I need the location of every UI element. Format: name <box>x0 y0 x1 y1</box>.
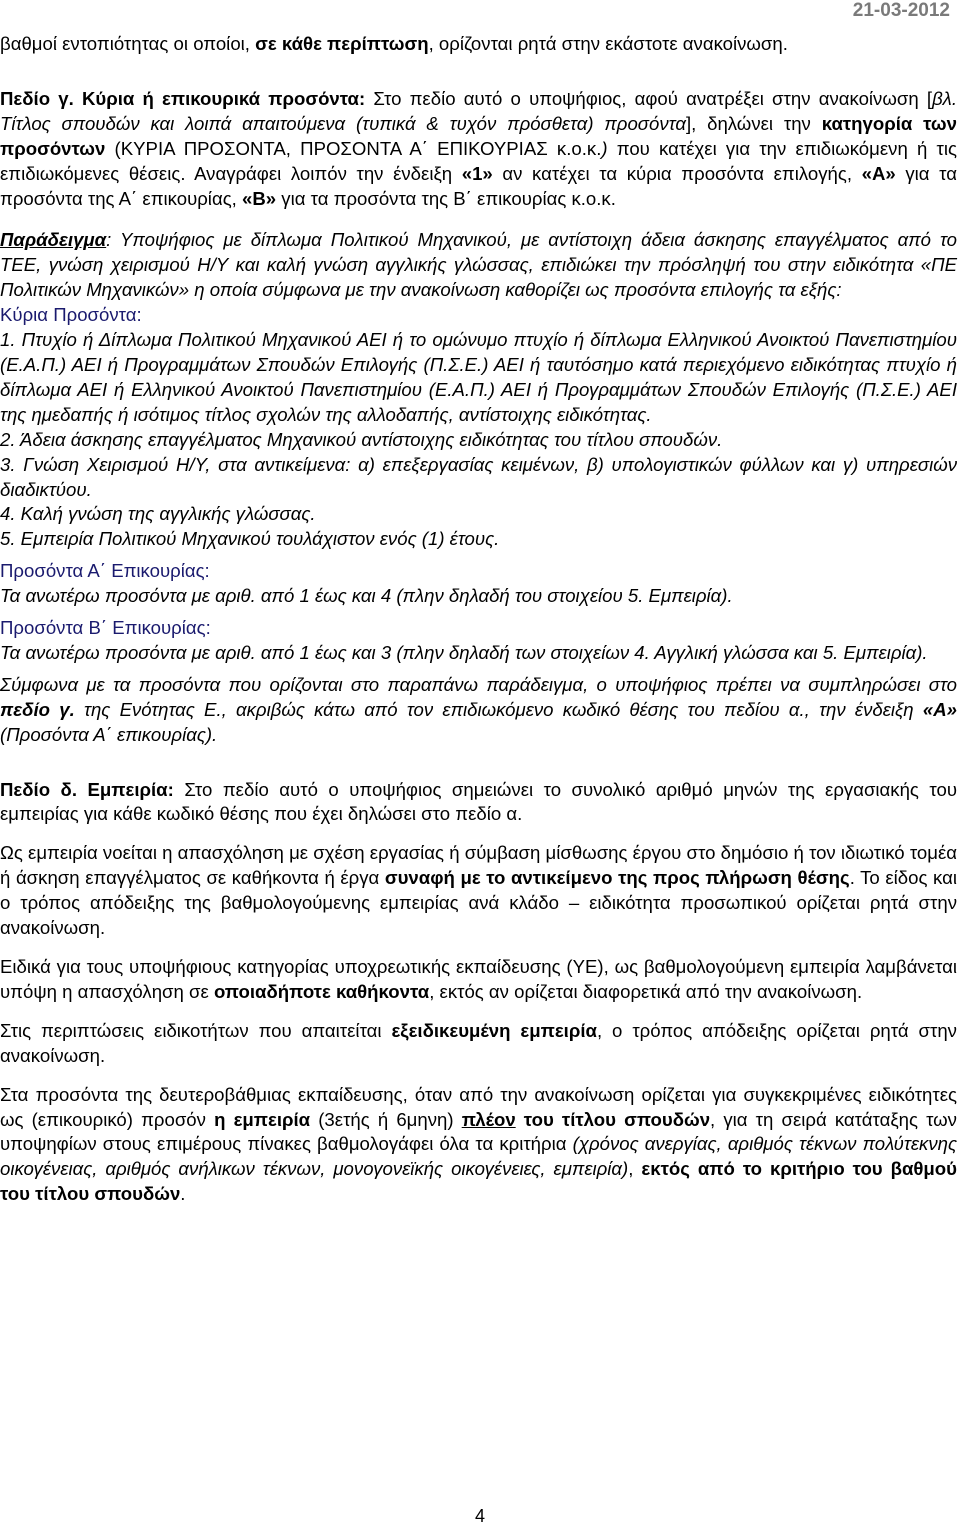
example-paragraph: Παράδειγμα: Υποψήφιος με δίπλωμα Πολιτικού Μηχανικού, με αντίστοιχη άδεια άσκησης επαγγέλματος από το ΤΕΕ, γνώση χειρισμού Η/Υ και καλή γνώση αγγλικής γλώσσας, επιδιώκει την πρόσληψή του στην ειδικότητα «ΠΕ Πολιτικών Μηχανικών» η οποία σύμφωνα με την ανακοίνωση καθορίζει ως προσόντα επιλογής τα εξής: <box>0 229 957 301</box>
field-d-paragraph: Πεδίο δ. Εμπειρία: Στο πεδίο αυτό ο υποψήφιος σημειώνει το συνολικό αριθμό μηνών της εργασιακής του εμπειρίας για κάθε κωδικό θέσης που έχει δηλώσει στο πεδίο α. <box>0 778 957 825</box>
secondary-education-paragraph: Στα προσόντα της δευτεροβάθμιας εκπαίδευσης, όταν από την ανακοίνωση ορίζεται για συγκεκριμένες ειδικότητες ως (επικουρικό) προσόν η εμπειρία (3ετής ή 6μηνη) πλέον του τίτλου σπουδών, για τη σειρά κατάταξης των υποψηφίων στους επιμέρους πίνακες βαθμολογάφει όλα τα κριτήρια (χρόνος ανεργίας, αριθμός τέκνων πολύτεκνης οικογένειας, αριθμός ανήλικων τέκνων, μονογονεϊκής οικογένειες, εμπειρία), εκτός από το κριτήριο του βαθμού του τίτλου σπουδών. <box>0 1083 957 1205</box>
b-auxiliary-heading: Προσόντα Β΄ Επικουρίας: <box>0 617 211 639</box>
intro-paragraph: βαθμοί εντοπιότητας οι οποίοι, σε κάθε περίπτωση, ορίζονται ρητά στην εκάστοτε ανακοίνωση. <box>0 33 788 54</box>
main-qualifications-heading: Κύρια Προσόντα: <box>0 304 142 326</box>
a-auxiliary-heading: Προσόντα Α΄ Επικουρίας: <box>0 560 210 582</box>
qualification-item: 2. Άδεια άσκησης επαγγέλματος Μηχανικού αντίστοιχης ειδικότητας του τίτλου σπουδών. <box>0 428 723 450</box>
b-auxiliary-text: Τα ανωτέρω προσόντα με αριθ. από 1 έως και 3 (πλην δηλαδή των στοιχείων 4. Αγγλική γλώσσα και 5. Εμπειρία). <box>0 641 928 663</box>
ye-experience-paragraph: Ειδικά για τους υποψήφιους κατηγορίας υποχρεωτικής εκπαίδευσης (ΥΕ), ως βαθμολογούμενη εμπειρία λαμβάνεται υπόψη η απασχόληση σε οποιαδήποτε καθήκοντα, εκτός αν ορίζεται διαφορετικά από την ανακοίνωση. <box>0 956 957 1002</box>
page-number: 4 <box>474 1506 485 1526</box>
document-date: 21-03-2012 <box>852 0 950 21</box>
qualification-item: 4. Καλή γνώση της αγγλικής γλώσσας. <box>0 503 316 525</box>
qualification-item: 5. Εμπειρία Πολιτικού Μηχανικού τουλάχιστον ενός (1) έτους. <box>0 528 500 550</box>
document-body <box>0 32 957 1207</box>
qualification-item: 3. Γνώση Χειρισμού Η/Υ, στα αντικείμενα: α) επεξεργασίας κειμένων, β) υπολογιστικών φύλλων και γ) υπηρεσιών διαδικτύου. <box>0 453 957 500</box>
experience-definition-paragraph: Ως εμπειρία νοείται η απασχόληση με σχέση εργασίας ή σύμβαση μίσθωσης έργου στο δημόσιο ή τον ιδιωτικό τομέα ή άσκηση επαγγέλματος σε καθήκοντα ή έργα συναφή με το αντικείμενο της προς πλήρωση θέσης. Το είδος και ο τρόπος απόδειξης της βαθμολογούμενης εμπειρίας ανά κλάδο – ειδικότητα προσωπικού ορίζεται ρητά στην ανακοίνωση. <box>0 842 957 939</box>
specialized-experience-paragraph: Στις περιπτώσεις ειδικοτήτων που απαιτείται εξειδικευμένη εμπειρία, ο τρόπος απόδειξης ορίζεται ρητά στην ανακοίνωση. <box>0 1019 957 1066</box>
example-label: Παράδειγμα <box>0 229 107 251</box>
field-g-paragraph: Πεδίο γ. Κύρια ή επικουρικά προσόντα: Στο πεδίο αυτό ο υποψήφιος, αφού ανατρέξει στην ανακοίνωση [βλ. Τίτλος σπουδών και λοιπά απαιτούμενα (τυπικά & τυχόν πρόσθετα) προσόντα], δηλώνει την κατηγορία των προσόντων (ΚΥΡΙΑ ΠΡΟΣΟΝΤΑ, ΠΡΟΣΟΝΤΑ Α΄ ΕΠΙΚΟΥΡΙΑΣ κ.ο.κ.) που κατέχει για την επιδιωκόμενη ή τις επιδιωκόμενες θέσεις. Αναγράφει λοιπόν την ένδειξη «1» αν κατέχει τα κύρια προσόντα επιλογής, «Α» για τα προσόντα της Α΄ επικουρίας, «Β» για τα προσόντα της Β΄ επικουρίας κ.ο.κ. <box>0 87 958 209</box>
field-d-label: Πεδίο δ. Εμπειρία: <box>0 778 174 800</box>
a-auxiliary-text: Τα ανωτέρω προσόντα με αριθ. από 1 έως και 4 (πλην δηλαδή του στοιχείου 5. Εμπειρία). <box>0 585 733 607</box>
field-g-label: Πεδίο γ. Κύρια ή επικουρικά προσόντα: <box>0 87 366 109</box>
qualification-item: 1. Πτυχίο ή Δίπλωμα Πολιτικού Μηχανικού ΑΕΙ ή το ομώνυμο πτυχίο ή δίπλωμα Ελληνικού Ανοικτού Πανεπιστημίου (Ε.Α.Π.) ΑΕΙ ή Προγραμμάτων Σπουδών Επιλογής (Π.Σ.Ε.) ΑΕΙ ή ταυτόσημο κατά περιεχόμενο ειδικότητας πτυχίο ή δίπλωμα ΑΕΙ ή Ελληνικού Ανοικτού Πανεπιστημίου (Ε.Α.Π.) ΑΕΙ ή Προγραμμάτων Σπουδών Επιλογής (Π.Σ.Ε.) ΑΕΙ της ημεδαπής ή ισότιμος τίτλος σχολών της αλλοδαπής, αντίστοιχης ειδικότητας. <box>0 329 957 425</box>
example-conclusion: Σύμφωνα με τα προσόντα που ορίζονται στο παραπάνω παράδειγμα, ο υποψήφιος πρέπει να συμπληρώσει στο πεδίο γ. της Ενότητας Ε., ακριβώς κάτω από τον επιδιωκόμενο κωδικό θέσης του πεδίου α., την ένδειξη «Α» (Προσόντα Α΄ επικουρίας). <box>0 673 957 745</box>
